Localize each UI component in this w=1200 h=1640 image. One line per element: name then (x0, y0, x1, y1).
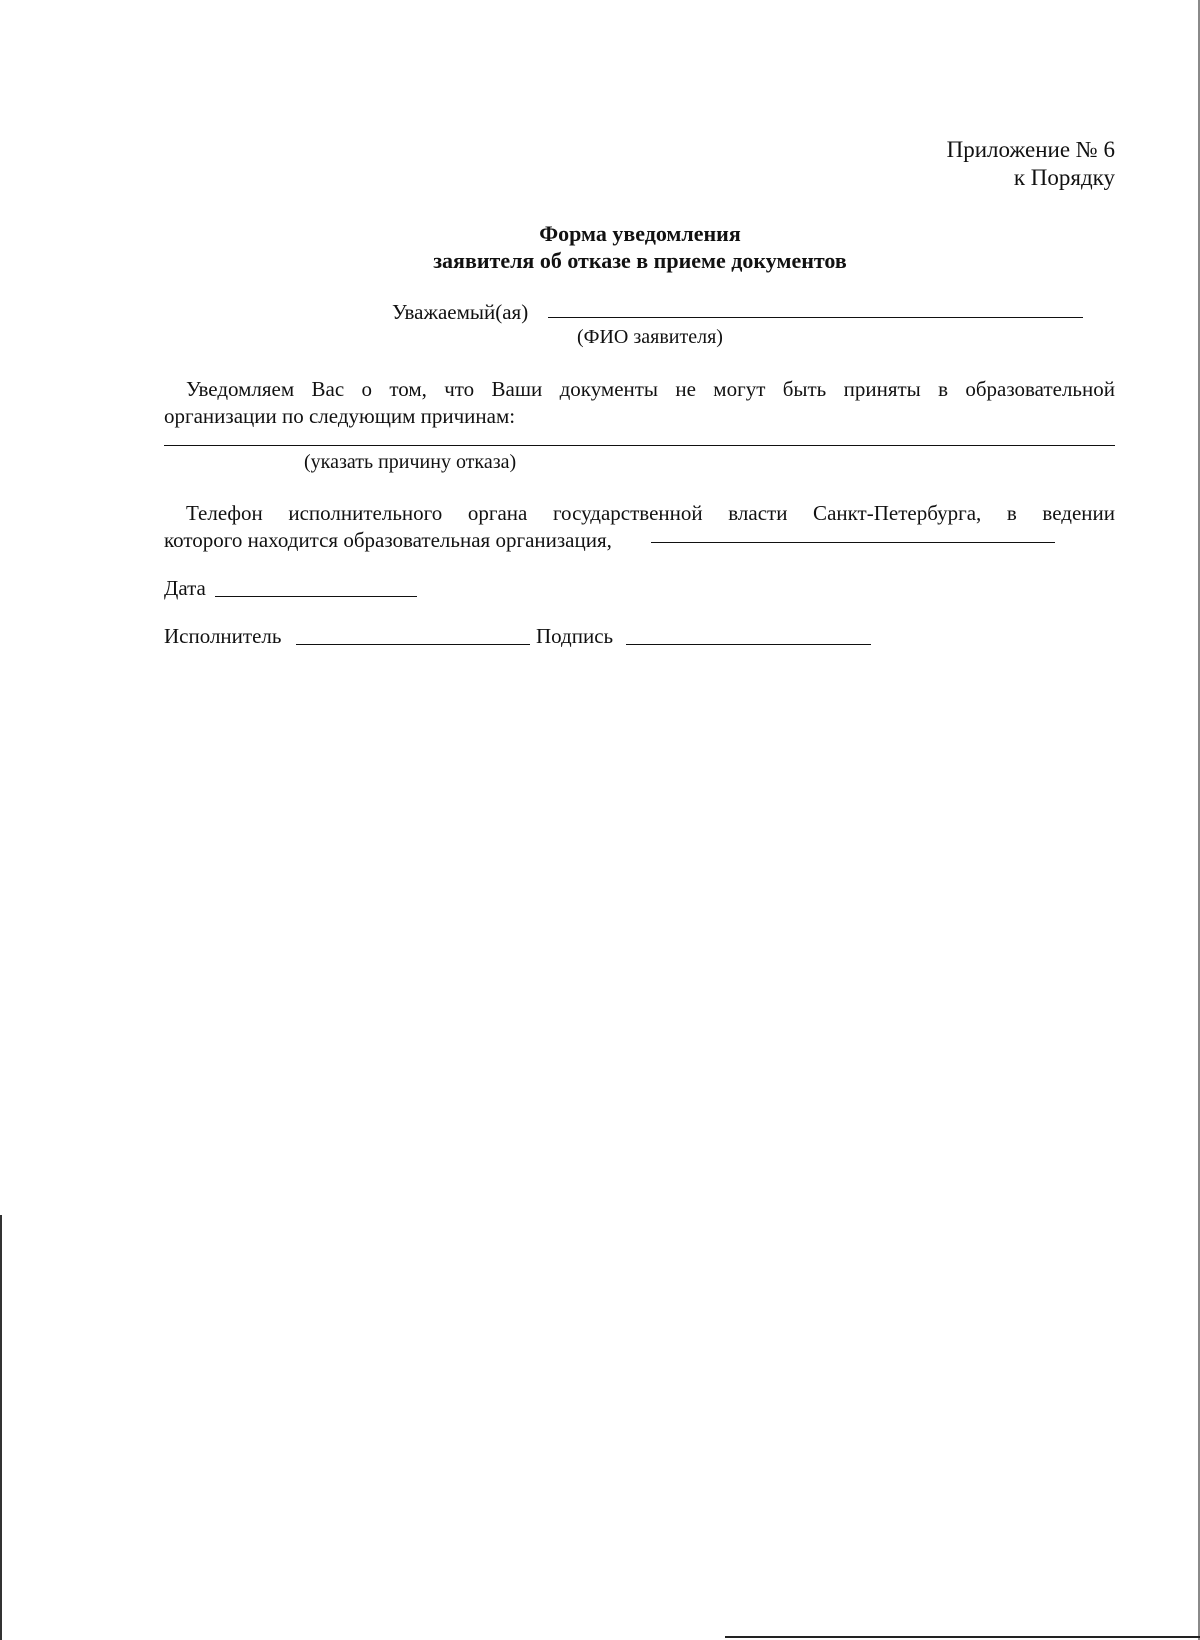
executor-line[interactable] (296, 643, 530, 645)
appendix-line-1: Приложение № 6 (946, 137, 1115, 162)
form-title (0, 220, 1200, 274)
appendix-header (947, 136, 1115, 192)
signature-label: Подпись (536, 624, 614, 648)
date-line[interactable] (215, 595, 417, 597)
executor-label: Исполнитель (164, 624, 282, 648)
scan-edge-left (0, 1215, 2, 1640)
refusal-reason-line[interactable] (164, 444, 1115, 446)
notice-paragraph (164, 376, 1115, 430)
scan-edge-bottom (725, 1636, 1200, 1638)
greeting-label: Уважаемый(ая) (392, 300, 529, 324)
applicant-name-line[interactable] (548, 316, 1083, 318)
notice-line-1: Уведомляем Вас о том, что Ваши документы не могут быть приняты в образовательной (186, 377, 1115, 401)
date-label: Дата (164, 576, 206, 600)
signature-line[interactable] (626, 643, 871, 645)
form-title-line-1: Форма уведомления (539, 221, 741, 246)
phone-line-1: Телефон исполнительного органа государственной власти Санкт-Петербурга, в ведении (186, 501, 1115, 525)
phone-line-2: которого находится образовательная организация, (164, 528, 612, 552)
appendix-line-2: к Порядку (1013, 165, 1115, 190)
form-title-line-2: заявителя об отказе в приеме документов (433, 248, 847, 273)
notice-line-2: организации по следующим причинам: (164, 404, 516, 428)
refusal-reason-caption: (указать причину отказа) (304, 451, 517, 473)
phone-paragraph (164, 500, 1115, 554)
applicant-name-caption: (ФИО заявителя) (577, 326, 723, 348)
phone-number-line[interactable] (651, 541, 1055, 543)
